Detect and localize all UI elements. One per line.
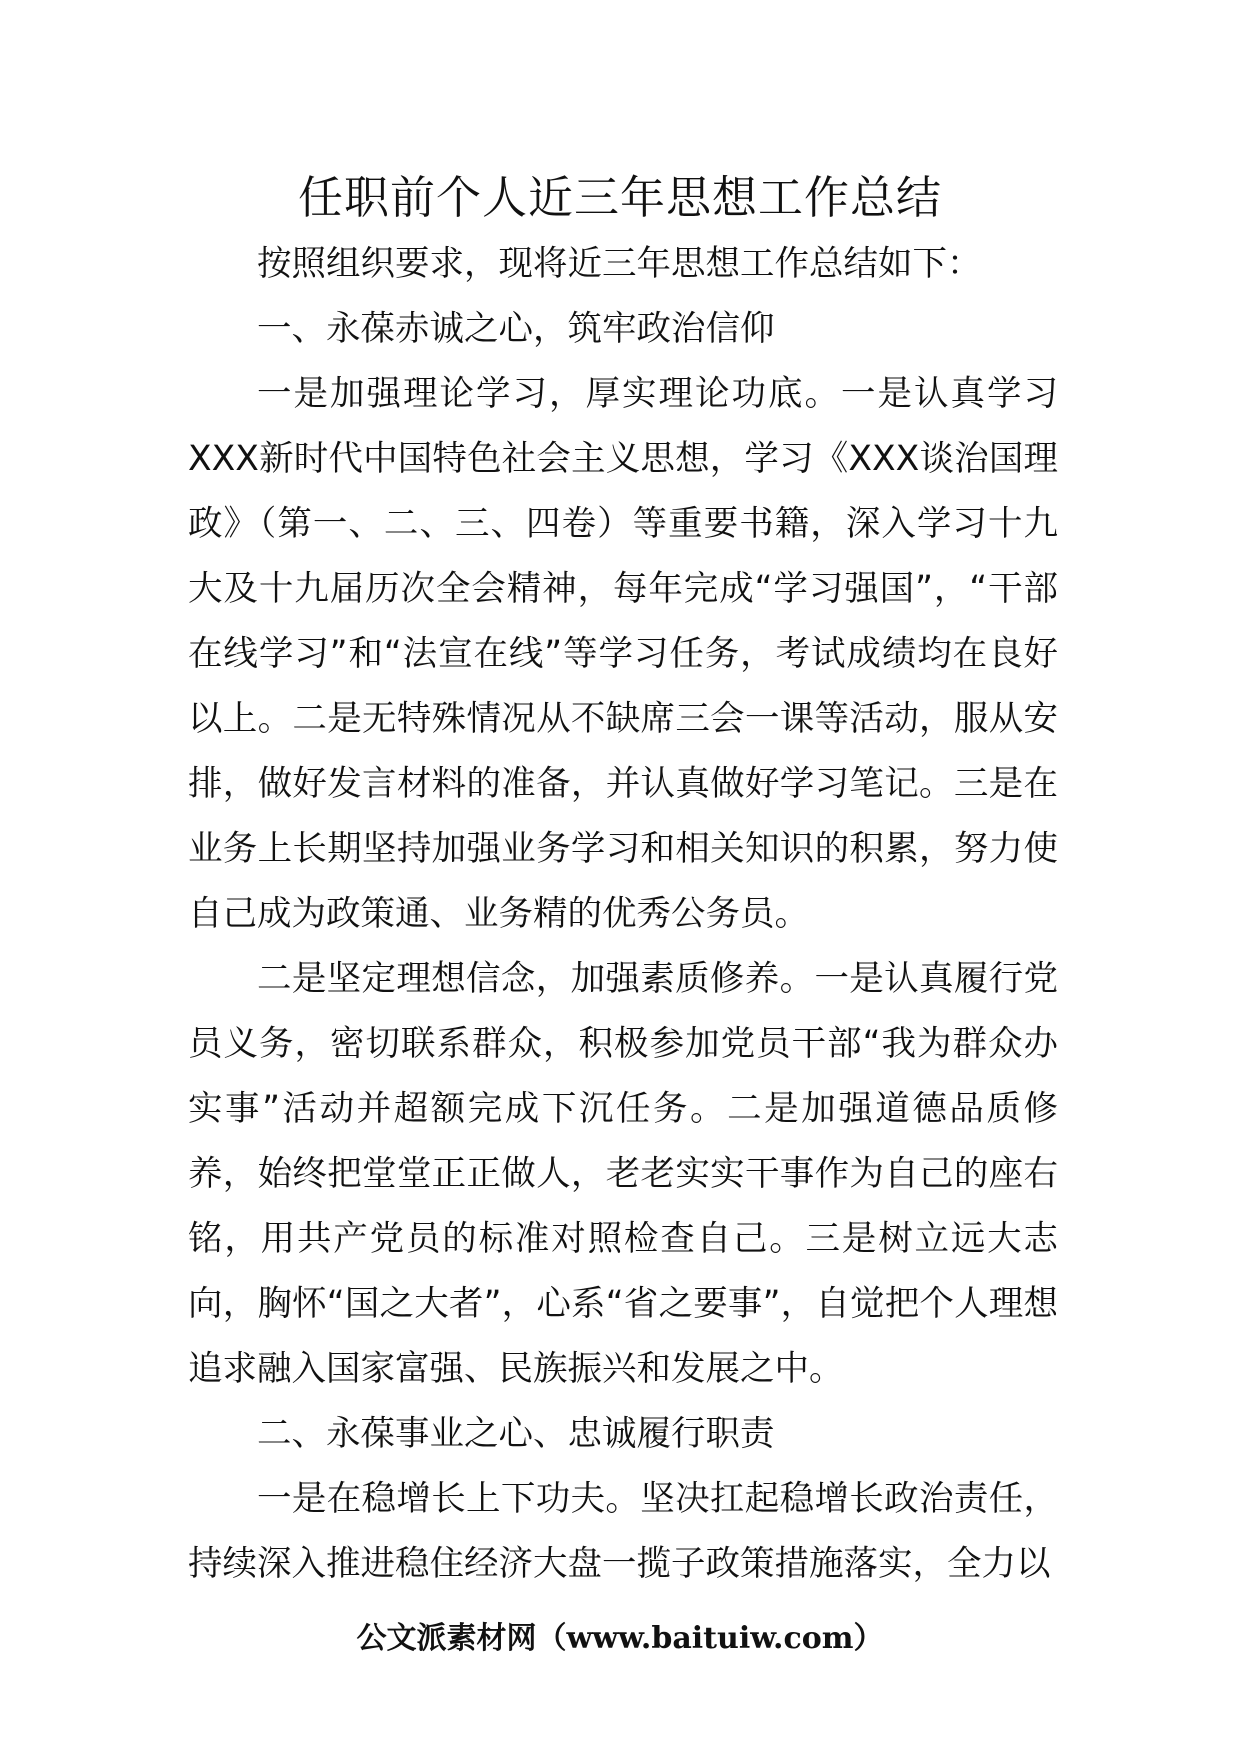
document-body [188, 232, 1058, 1597]
body-paragraph-1: 一是加强理论学习，厚实理论功底。一是认真学习XXX新时代中国特色社会主义思想，学习《XXX谈治国理政》（第一、二、三、四卷）等重要书籍，深入学习十九大及十九届历次全会精神，每年完成“学习强国”，“干部在线学习”和“法宣在线”等学习任务，考试成绩均在良好以上。二是无特殊情况从不缺席三会一课等活动，服从安排，做好发言材料的准备，并认真做好学习笔记。三是在业务上长期坚持加强业务学习和相关知识的积累，努力使自己成为政策通、业务精的优秀公务员。 [188, 374, 1058, 934]
section-heading-2: 二、永葆事业之心、忠诚履行职责 [257, 1414, 775, 1454]
document-title: 任职前个人近三年思想工作总结 [297, 171, 942, 224]
section-heading-1: 一、永葆赤诚之心，筑牢政治信仰 [257, 309, 775, 349]
footer-watermark: 公文派素材网（www.baituiw.com） [356, 1621, 884, 1656]
body-paragraph-2: 二是坚定理想信念，加强素质修养。一是认真履行党员义务，密切联系群众，积极参加党员干部“我为群众办实事”活动并超额完成下沉任务。二是加强道德品质修养，始终把堂堂正正做人，老老实实干事作为自己的座右铭，用共产党员的标准对照检查自己。三是树立远大志向，胸怀“国之大者”，心系“省之要事”，自觉把个人理想追求融入国家富强、民族振兴和发展之中。 [188, 959, 1058, 1389]
intro-paragraph: 按照组织要求，现将近三年思想工作总结如下： [257, 244, 982, 284]
body-paragraph-3: 一是在稳增长上下功夫。坚决扛起稳增长政治责任，持续深入推进稳住经济大盘一揽子政策措施落实，全力以 [188, 1479, 1058, 1584]
